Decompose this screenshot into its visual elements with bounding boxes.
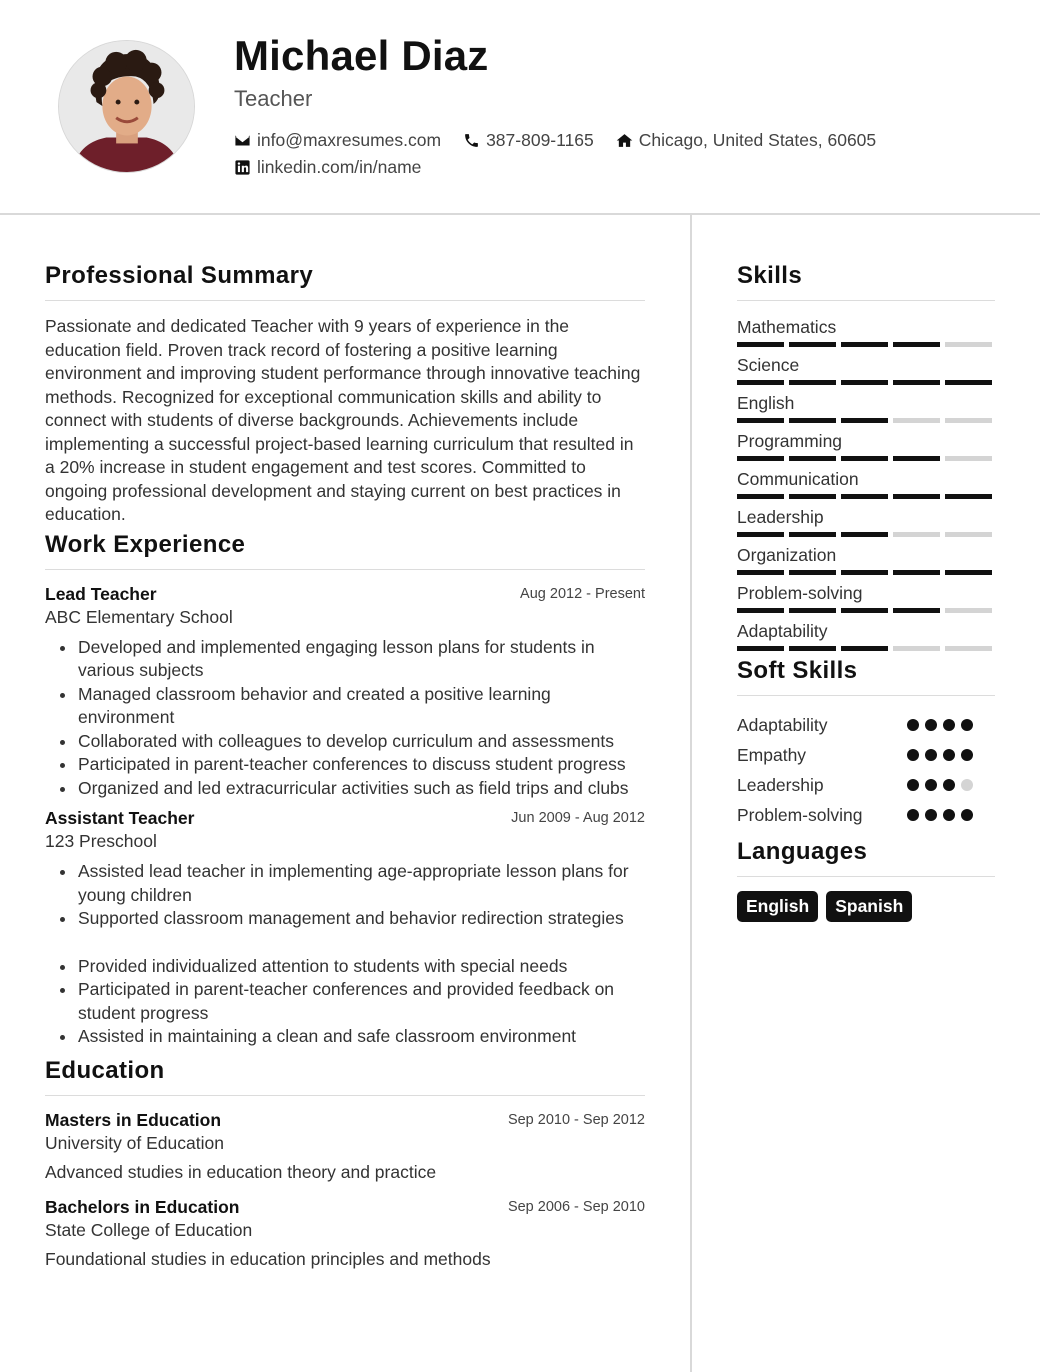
skill-level-segment (737, 342, 784, 347)
skill-item (737, 505, 995, 537)
skill-level-segment (737, 456, 784, 461)
skill-level-bar (737, 608, 995, 613)
job-entry (45, 808, 645, 1049)
job-bullet: Managed classroom behavior and created a positive learning environment (57, 683, 645, 730)
job-org: 123 Preschool (45, 831, 157, 851)
full-name: Michael Diaz (234, 32, 489, 79)
education-entry (45, 1110, 645, 1183)
job-date: Aug 2012 - Present (520, 585, 645, 602)
skill-level-segment (789, 646, 836, 651)
skill-level-segment (841, 608, 888, 613)
skill-label: Adaptability (737, 621, 828, 641)
skill-level-segment (789, 570, 836, 575)
skill-level-bar (737, 456, 995, 461)
rating-dot (907, 779, 919, 791)
education-description: Advanced studies in education theory and practice (45, 1161, 437, 1182)
job-bullet: Collaborated with colleagues to develop curriculum and assessments (57, 730, 645, 754)
education-title: Education (45, 1057, 645, 1096)
rating-dot (961, 809, 973, 821)
skill-level-bar (737, 532, 995, 537)
skill-level-segment (737, 646, 784, 651)
soft-skill-item (737, 740, 995, 770)
skill-level-segment (841, 380, 888, 385)
phone-icon (463, 132, 480, 149)
skills-list (737, 315, 995, 651)
column-divider (690, 215, 692, 1372)
skill-label: Mathematics (737, 317, 837, 337)
rating-dot (907, 809, 919, 821)
skill-level-segment (893, 456, 940, 461)
skill-level-segment (737, 532, 784, 537)
job-bullet: Assisted lead teacher in implementing age-appropriate lesson plans for young children (57, 860, 645, 907)
contact-email[interactable] (234, 130, 441, 151)
skill-level-segment (893, 646, 940, 651)
skill-level-segment (789, 608, 836, 613)
job-entry (45, 584, 645, 801)
job-org: ABC Elementary School (45, 606, 233, 627)
job-bullet: Participated in parent-teacher conferences to discuss student progress (57, 753, 645, 777)
skill-level-segment (841, 342, 888, 347)
education-date: Sep 2006 - Sep 2010 (507, 1198, 645, 1215)
job-date: Jun 2009 - Aug 2012 (511, 810, 645, 826)
main-column (45, 262, 645, 1278)
rating-dot (925, 749, 937, 761)
degree-title: Bachelors in Education (45, 1196, 240, 1217)
soft-skill-rating (907, 809, 973, 821)
job-bullet: Provided individualized attention to students with special needs (57, 955, 645, 979)
skill-level-segment (737, 380, 784, 385)
linkedin-text: linkedin.com/in/name (257, 157, 422, 177)
skill-level-segment (893, 494, 940, 499)
soft-skill-item (737, 800, 995, 830)
skill-level-segment (841, 494, 888, 499)
job-bullets (57, 636, 645, 801)
skill-level-segment (789, 532, 836, 537)
skill-level-segment (737, 608, 784, 613)
skill-level-segment (945, 608, 992, 613)
envelope-icon (234, 132, 251, 149)
skill-level-segment (737, 494, 784, 499)
skill-level-segment (841, 456, 888, 461)
rating-dot (907, 719, 919, 731)
soft-skill-label: Adaptability (737, 714, 828, 735)
skill-level-segment (945, 456, 992, 461)
rating-dot (925, 719, 937, 731)
skill-item (737, 315, 995, 347)
skill-level-segment (893, 532, 940, 537)
skill-item (737, 391, 995, 423)
skill-level-segment (893, 342, 940, 347)
soft-skills-title: Soft Skills (737, 657, 995, 696)
skill-item (737, 581, 995, 613)
skill-level-segment (841, 646, 888, 651)
skill-level-bar (737, 342, 995, 347)
skill-level-segment (841, 532, 888, 537)
soft-skill-item (737, 770, 995, 800)
skill-item (737, 467, 995, 499)
degree-title: Masters in Education (45, 1109, 222, 1130)
linkedin-icon (234, 159, 251, 176)
job-bullet: Developed and implemented engaging lesson plans for students in various subjects (57, 636, 645, 683)
home-icon (616, 132, 633, 149)
languages-list (737, 891, 995, 922)
skill-level-segment (945, 342, 992, 347)
summary-title: Professional Summary (45, 262, 645, 301)
job-bullet: Supported classroom management and behavior redirection strategies (57, 907, 645, 931)
skill-level-segment (737, 570, 784, 575)
skill-label: Science (737, 355, 800, 375)
skill-level-segment (789, 456, 836, 461)
location-text: Chicago, United States, 60605 (638, 130, 877, 150)
skill-label: Organization (737, 545, 837, 565)
skill-level-segment (945, 646, 992, 651)
summary-text: Passionate and dedicated Teacher with 9 years of experience in the education field. Proven track record of fostering a positive learning environment and improving student performance through innovative teaching methods. Recognized for exceptional communication skills and ability to connect with students of diverse backgrounds. Achievements include implementing a successful project-based learning curriculum that resulted in a 20% increase in student engagement and test scores. Committed to ongoing professional development and staying current on best practices in education. (45, 316, 641, 524)
job-bullet: Organized and led extracurricular activities such as field trips and clubs (57, 777, 645, 801)
education-entry (45, 1197, 645, 1270)
skill-level-segment (737, 418, 784, 423)
skill-level-segment (893, 570, 940, 575)
school-name: University of Education (45, 1132, 224, 1153)
job-role: Teacher (234, 86, 313, 111)
job-bullets (57, 860, 645, 1049)
skill-level-segment (841, 418, 888, 423)
person-avatar-icon (59, 41, 194, 172)
soft-skill-label: Empathy (737, 744, 807, 765)
soft-skill-rating (907, 719, 973, 731)
resume-header (0, 0, 1040, 215)
skill-level-segment (945, 532, 992, 537)
skill-label: Problem-solving (737, 583, 863, 603)
language-badge: English (737, 891, 818, 922)
contact-location (616, 130, 876, 151)
skill-item (737, 543, 995, 575)
rating-dot (961, 779, 973, 791)
education-date: Sep 2010 - Sep 2012 (507, 1111, 645, 1128)
contact-linkedin[interactable] (234, 157, 421, 178)
skill-level-segment (945, 570, 992, 575)
contact-phone[interactable] (463, 130, 594, 151)
skill-item (737, 619, 995, 651)
language-badge: Spanish (826, 891, 912, 922)
skill-label: Leadership (737, 507, 824, 527)
skill-level-segment (893, 418, 940, 423)
skill-level-segment (789, 494, 836, 499)
skill-level-bar (737, 570, 995, 575)
skill-level-segment (945, 418, 992, 423)
rating-dot (943, 809, 955, 821)
skill-level-segment (945, 380, 992, 385)
skill-level-segment (893, 608, 940, 613)
skill-label: Communication (737, 469, 859, 489)
soft-skill-rating (907, 749, 973, 761)
phone-text: 387-809-1165 (486, 130, 594, 150)
email-text: info@maxresumes.com (257, 130, 442, 150)
skill-level-bar (737, 418, 995, 423)
job-bullet: Participated in parent-teacher conferences and provided feedback on student progress (57, 978, 645, 1025)
job-title: Lead Teacher (45, 583, 157, 604)
education-description: Foundational studies in education principles and methods (45, 1248, 491, 1269)
rating-dot (943, 779, 955, 791)
skill-level-segment (789, 418, 836, 423)
skills-title: Skills (737, 262, 995, 301)
soft-skill-rating (907, 779, 973, 791)
skill-level-bar (737, 380, 995, 385)
skill-level-segment (945, 494, 992, 499)
languages-title: Languages (737, 838, 995, 877)
skill-label: English (737, 393, 795, 413)
profile-photo (58, 40, 195, 173)
job-bullet: Assisted in maintaining a clean and safe classroom environment (57, 1025, 645, 1049)
skill-level-bar (737, 646, 995, 651)
soft-skill-label: Leadership (737, 774, 824, 795)
job-title: Assistant Teacher (45, 808, 195, 828)
rating-dot (961, 719, 973, 731)
rating-dot (943, 749, 955, 761)
rating-dot (925, 779, 937, 791)
skill-level-segment (893, 380, 940, 385)
soft-skills-list (737, 710, 995, 830)
skill-item (737, 429, 995, 461)
experience-title: Work Experience (45, 531, 645, 570)
skill-level-segment (841, 570, 888, 575)
school-name: State College of Education (45, 1219, 253, 1240)
rating-dot (961, 749, 973, 761)
rating-dot (907, 749, 919, 761)
soft-skill-item (737, 710, 995, 740)
soft-skill-label: Problem-solving (737, 804, 863, 825)
contact-row (234, 130, 898, 151)
skill-level-segment (789, 380, 836, 385)
rating-dot (925, 809, 937, 821)
side-column (737, 262, 995, 922)
skill-level-bar (737, 494, 995, 499)
skill-level-segment (789, 342, 836, 347)
contact-row-2 (234, 157, 443, 178)
skill-label: Programming (737, 431, 843, 451)
skill-item (737, 353, 995, 385)
rating-dot (943, 719, 955, 731)
